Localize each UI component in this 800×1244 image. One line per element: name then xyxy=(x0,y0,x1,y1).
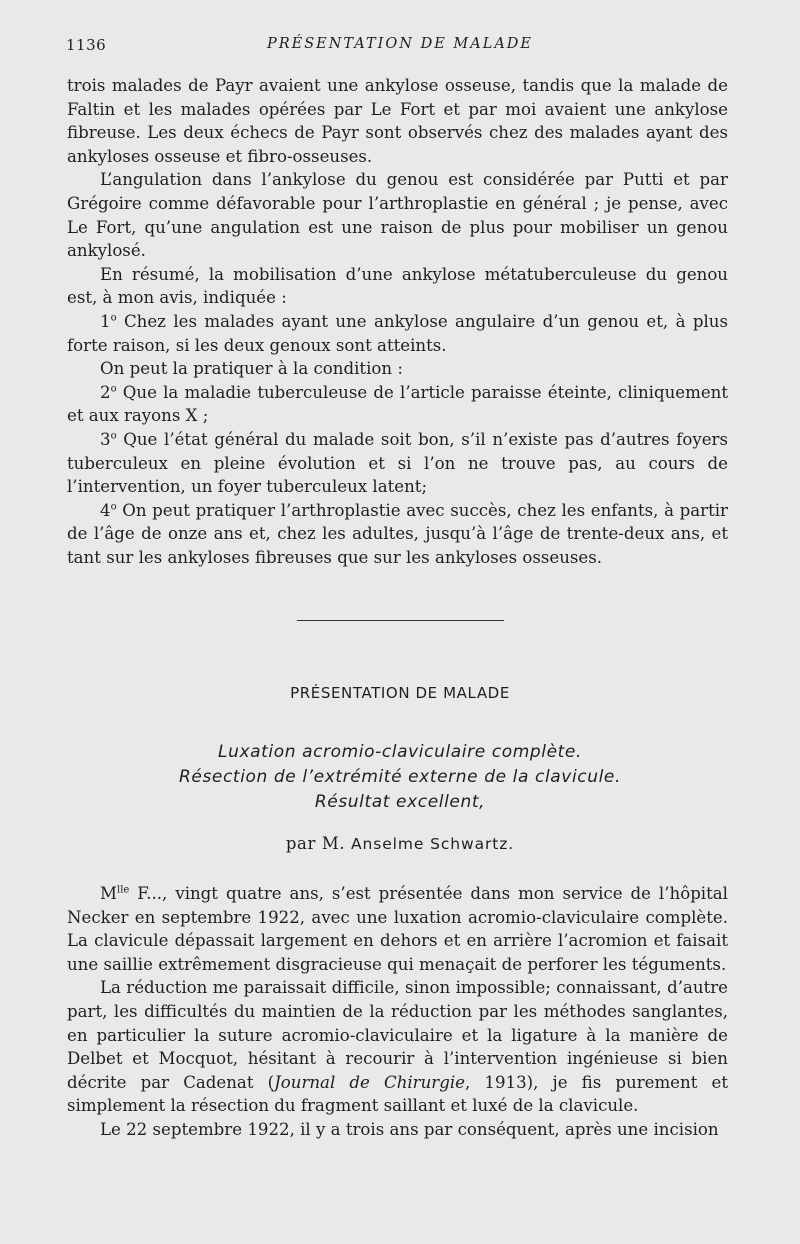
paragraph xyxy=(67,882,728,976)
ordinal-mark: o xyxy=(110,430,117,442)
case-title xyxy=(0,740,800,815)
item-text: On peut pratiquer l’arthroplastie avec succès, chez les enfants, à partir de l’âge de onze ans et, chez les adultes, jusqu’à l’âge de trente-deux ans, et tant sur les ankyloses fibreuses que sur les ankyloses osseuses. xyxy=(67,500,728,567)
paragraph-text: La réduction me paraissait difficile, sinon impossible; connaissant, d’autre part, les difficultés du maintien de la réduction par les méthodes sanglantes, en particulier la suture acromio-claviculaire et la ligature à la manière de Delbet et Mocquot, hésitant à recourir à l’intervention ingénieuse si bien décrite par Cadenat ( xyxy=(67,978,728,1092)
item-number: 4 xyxy=(100,500,111,520)
case-text xyxy=(67,882,728,1142)
running-title: PRÉSENTATION DE MALADE xyxy=(266,36,534,52)
paragraph: En résumé, la mobilisation d’une ankylose métatuberculeuse du genou est, à mon avis, indiquée : xyxy=(67,264,728,308)
paragraph-text: F..., vingt quatre ans, s’est présentée dans mon service de l’hôpital Necker en septembre 1922, avec une luxation acromio-claviculaire complète. La clavicule dépassait largement en dehors et en arrière l’acromion et faisait une saillie extrêmement disgracieuse qui menaçait de perforer les téguments. xyxy=(67,884,728,974)
paragraph: L’angulation dans l’ankylose du genou est considérée par Putti et par Grégoire comme défavorable pour l’arthroplastie en général ; je pense, avec Le Fort, qu’une angulation est une raison de plus pour mobiliser un genou ankylosé. xyxy=(67,170,728,261)
journal-citation: Journal de Chirurgie xyxy=(274,1072,465,1092)
list-item xyxy=(67,381,728,428)
paragraph xyxy=(67,976,728,1118)
item-number: 3 xyxy=(100,429,111,449)
honorific-superscript: lle xyxy=(117,884,130,896)
ordinal-mark: o xyxy=(110,383,117,395)
case-title-line: Résultat excellent, xyxy=(314,792,486,812)
ordinal-mark: o xyxy=(110,501,117,513)
item-text: Que la maladie tuberculeuse de l’article paraisse éteinte, cliniquement et aux rayons X ; xyxy=(67,382,728,426)
paragraph-text: , 1913), je fis purement et simplement la résection du fragment saillant et luxé de la clavicule. xyxy=(67,1072,728,1116)
item-text: Chez les malades ayant une ankylose angulaire d’un genou et, à plus forte raison, si les deux genoux sont atteints. xyxy=(67,311,728,355)
paragraph: On peut la pratiquer à la condition : xyxy=(100,359,403,379)
case-title-line: Résection de l’extrémité externe de la clavicule. xyxy=(179,767,621,787)
page-number: 1136 xyxy=(66,36,107,54)
byline-prefix: par M. xyxy=(285,834,352,853)
continued-text xyxy=(67,74,728,569)
item-number: 2 xyxy=(100,382,111,402)
paragraph: trois malades de Payr avaient une ankylose osseuse, tandis que la malade de Faltin et les malades opérées par Le Fort et par moi avaient une ankylose fibreuse. Les deux échecs de Payr sont observés chez des malades ayant des ankyloses osseuse et fibro-osseuses. xyxy=(67,76,728,166)
page-header xyxy=(66,36,734,58)
honorific: M xyxy=(100,884,117,903)
section-divider xyxy=(297,620,504,621)
list-item xyxy=(67,310,728,357)
byline xyxy=(0,834,800,853)
paragraph: Le 22 septembre 1922, il y a trois ans par conséquent, après une incision xyxy=(100,1119,719,1139)
author-name: Anselme Schwartz. xyxy=(351,835,515,853)
case-title-line: Luxation acromio-claviculaire complète. xyxy=(218,742,582,762)
list-item xyxy=(67,499,728,570)
item-text: Que l’état général du malade soit bon, s’il n’existe pas d’autres foyers tuberculeux en pleine évolution et si l’on ne trouve pas, au cours de l’intervention, un foyer tuberculeux latent; xyxy=(67,429,728,497)
section-title: PRÉSENTATION DE MALADE xyxy=(290,684,510,702)
item-number: 1 xyxy=(100,311,111,331)
ordinal-mark: o xyxy=(110,312,117,324)
list-item xyxy=(67,428,728,499)
